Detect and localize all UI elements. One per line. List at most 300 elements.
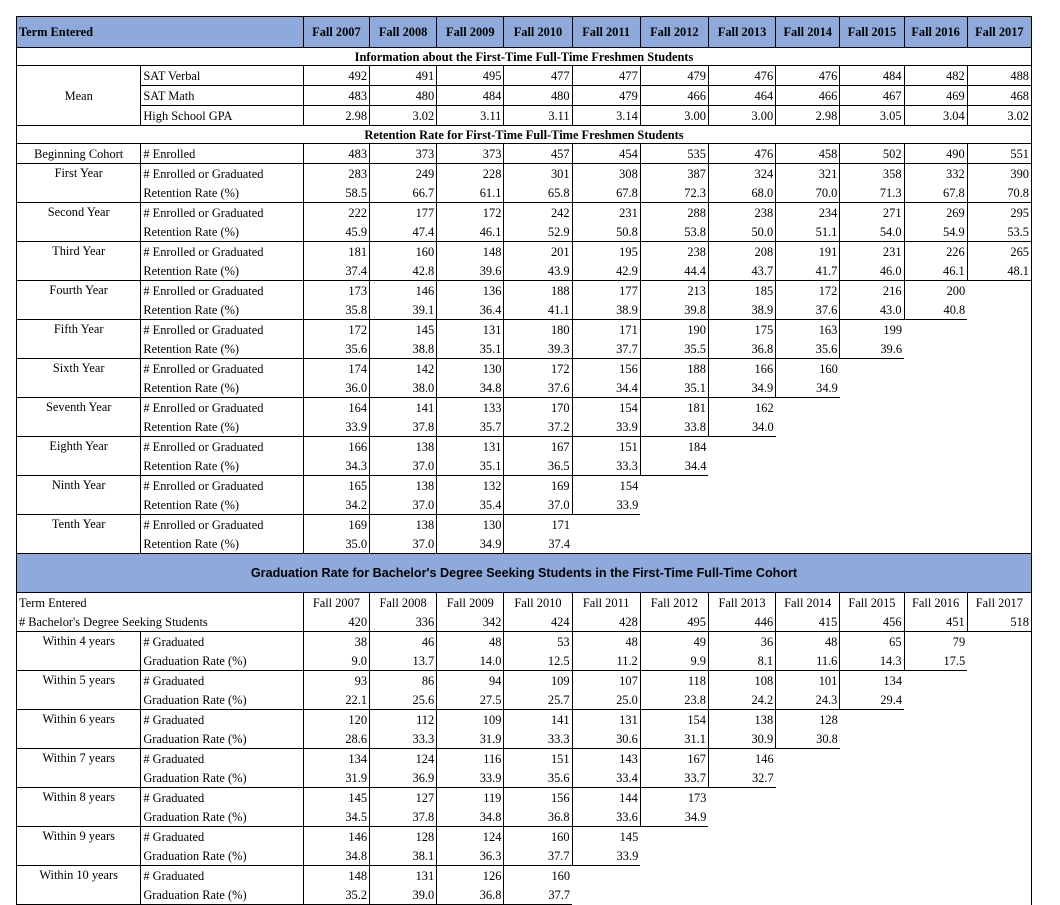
value-cell: 51.1 (776, 222, 840, 242)
data-row (17, 242, 1032, 262)
value-cell: 479 (640, 66, 708, 86)
year-header-cell: Fall 2015 (840, 593, 904, 613)
value-cell: 31.1 (640, 729, 708, 749)
row-label: Graduation Rate (%) (141, 807, 303, 827)
value-cell: 160 (370, 242, 437, 262)
value-cell: 133 (437, 398, 504, 418)
value-cell: 208 (708, 242, 775, 262)
value-cell (640, 827, 708, 847)
value-cell: 35.5 (640, 339, 708, 359)
value-cell: 50.8 (572, 222, 640, 242)
value-cell: 53.8 (640, 222, 708, 242)
row-label: Graduation Rate (%) (141, 729, 303, 749)
value-cell (967, 534, 1031, 554)
value-cell: 141 (370, 398, 437, 418)
value-cell: 36.0 (303, 378, 369, 398)
value-cell: 269 (904, 203, 967, 223)
value-cell: 446 (708, 612, 775, 632)
value-cell: 144 (572, 788, 640, 808)
value-cell (776, 827, 840, 847)
data-row (17, 807, 1032, 827)
value-cell (840, 359, 904, 379)
value-cell: 165 (303, 476, 369, 496)
value-cell: 154 (572, 476, 640, 496)
value-cell: 480 (370, 86, 437, 106)
value-cell: 476 (708, 144, 775, 164)
value-cell (708, 866, 775, 886)
group-label: Within 5 years (17, 671, 141, 710)
value-cell: 37.0 (370, 456, 437, 476)
value-cell: 213 (640, 281, 708, 301)
report-page (16, 16, 1032, 905)
value-cell: 188 (504, 281, 572, 301)
value-cell (840, 729, 904, 749)
value-cell: 167 (504, 437, 572, 457)
value-cell (640, 846, 708, 866)
value-cell: 484 (840, 66, 904, 86)
value-cell: 164 (303, 398, 369, 418)
value-cell: 68.0 (708, 183, 775, 203)
value-cell (708, 885, 775, 905)
value-cell: 466 (640, 86, 708, 106)
graduation-section-title: Graduation Rate for Bachelor's Degree Seeking Students in the First-Time Full-Time Cohort (17, 554, 1032, 593)
value-cell (904, 749, 967, 769)
section-band-row (17, 554, 1032, 593)
value-cell: 492 (303, 66, 369, 86)
value-cell: 167 (640, 749, 708, 769)
row-label: # Bachelor's Degree Seeking Students (17, 612, 304, 632)
value-cell (840, 437, 904, 457)
row-label: SAT Verbal (141, 66, 303, 86)
value-cell: 33.3 (504, 729, 572, 749)
value-cell: 38 (303, 632, 369, 652)
value-cell: 288 (640, 203, 708, 223)
value-cell (572, 866, 640, 886)
value-cell: 94 (437, 671, 504, 691)
value-cell: 166 (303, 437, 369, 457)
value-cell: 3.02 (370, 106, 437, 126)
value-cell: 238 (708, 203, 775, 223)
value-cell (708, 515, 775, 535)
value-cell: 112 (370, 710, 437, 730)
data-row (17, 359, 1032, 379)
value-cell: 162 (708, 398, 775, 418)
value-cell: 3.11 (504, 106, 572, 126)
value-cell: 35.8 (303, 300, 369, 320)
value-cell: 488 (967, 66, 1031, 86)
group-label: Beginning Cohort (17, 144, 141, 164)
value-cell (640, 476, 708, 496)
value-cell: 195 (572, 242, 640, 262)
value-cell (967, 671, 1031, 691)
value-cell: 226 (904, 242, 967, 262)
value-cell (840, 534, 904, 554)
value-cell: 175 (708, 320, 775, 340)
value-cell: 143 (572, 749, 640, 769)
value-cell (840, 788, 904, 808)
value-cell (967, 281, 1031, 301)
value-cell: 154 (572, 398, 640, 418)
value-cell: 199 (840, 320, 904, 340)
value-cell: 134 (840, 671, 904, 691)
value-cell (572, 885, 640, 905)
value-cell (840, 749, 904, 769)
value-cell (967, 710, 1031, 730)
value-cell: 172 (303, 320, 369, 340)
value-cell: 483 (303, 144, 369, 164)
value-cell: 34.4 (572, 378, 640, 398)
value-cell (840, 768, 904, 788)
value-cell (708, 437, 775, 457)
value-cell: 201 (504, 242, 572, 262)
value-cell: 48 (776, 632, 840, 652)
value-cell: 37.7 (572, 339, 640, 359)
value-cell: 13.7 (370, 651, 437, 671)
group-label: Within 6 years (17, 710, 141, 749)
value-cell: 479 (572, 86, 640, 106)
data-row (17, 749, 1032, 769)
row-label: # Enrolled (141, 144, 303, 164)
value-cell: 11.6 (776, 651, 840, 671)
value-cell (840, 807, 904, 827)
value-cell: 454 (572, 144, 640, 164)
value-cell: 23.8 (640, 690, 708, 710)
value-cell (840, 885, 904, 905)
value-cell (904, 807, 967, 827)
value-cell: 231 (572, 203, 640, 223)
value-cell: 25.0 (572, 690, 640, 710)
value-cell (904, 320, 967, 340)
value-cell (708, 827, 775, 847)
value-cell: 28.6 (303, 729, 369, 749)
value-cell: 36.5 (504, 456, 572, 476)
value-cell: 181 (303, 242, 369, 262)
value-cell (776, 749, 840, 769)
row-label: # Enrolled or Graduated (141, 398, 303, 418)
value-cell (967, 515, 1031, 535)
value-cell: 36 (708, 632, 775, 652)
value-cell: 70.0 (776, 183, 840, 203)
value-cell (904, 671, 967, 691)
value-cell (904, 827, 967, 847)
seeking-row (17, 612, 1032, 632)
value-cell (776, 807, 840, 827)
value-cell: 420 (303, 612, 369, 632)
term-entered-label: Term Entered (17, 593, 304, 613)
value-cell: 34.9 (708, 378, 775, 398)
value-cell: 457 (504, 144, 572, 164)
value-cell (967, 417, 1031, 437)
value-cell: 37.7 (504, 846, 572, 866)
value-cell (967, 398, 1031, 418)
value-cell: 138 (370, 437, 437, 457)
group-label: Tenth Year (17, 515, 141, 554)
value-cell: 25.6 (370, 690, 437, 710)
row-label: High School GPA (141, 106, 303, 126)
value-cell: 37.6 (776, 300, 840, 320)
value-cell: 130 (437, 515, 504, 535)
value-cell: 271 (840, 203, 904, 223)
graduation-header-row (17, 593, 1032, 613)
value-cell: 146 (303, 827, 369, 847)
value-cell: 70.8 (967, 183, 1031, 203)
value-cell: 228 (437, 164, 504, 184)
value-cell: 35.6 (504, 768, 572, 788)
value-cell: 138 (370, 476, 437, 496)
data-row (17, 515, 1032, 535)
value-cell: 141 (504, 710, 572, 730)
value-cell: 9.9 (640, 651, 708, 671)
row-label: Graduation Rate (%) (141, 690, 303, 710)
value-cell (840, 476, 904, 496)
row-label: # Enrolled or Graduated (141, 164, 303, 184)
value-cell (904, 885, 967, 905)
row-label: Retention Rate (%) (141, 495, 303, 515)
value-cell: 54.0 (840, 222, 904, 242)
value-cell: 37.4 (504, 534, 572, 554)
value-cell (967, 476, 1031, 496)
value-cell (904, 515, 967, 535)
value-cell: 265 (967, 242, 1031, 262)
value-cell: 34.8 (437, 807, 504, 827)
row-label: Graduation Rate (%) (141, 885, 303, 905)
value-cell (904, 729, 967, 749)
value-cell: 131 (437, 320, 504, 340)
value-cell (840, 398, 904, 418)
year-header-cell: Fall 2010 (504, 17, 572, 48)
value-cell: 41.1 (504, 300, 572, 320)
year-header-cell: Fall 2008 (370, 17, 437, 48)
group-label: Third Year (17, 242, 141, 281)
value-cell: 482 (904, 66, 967, 86)
value-cell: 9.0 (303, 651, 369, 671)
value-cell: 483 (303, 86, 369, 106)
value-cell: 188 (640, 359, 708, 379)
value-cell: 37.0 (370, 495, 437, 515)
value-cell: 33.3 (370, 729, 437, 749)
value-cell: 3.05 (840, 106, 904, 126)
value-cell: 415 (776, 612, 840, 632)
value-cell: 464 (708, 86, 775, 106)
value-cell (840, 710, 904, 730)
value-cell: 33.8 (640, 417, 708, 437)
value-cell: 242 (504, 203, 572, 223)
value-cell: 43.9 (504, 261, 572, 281)
value-cell: 39.6 (840, 339, 904, 359)
value-cell: 44.4 (640, 261, 708, 281)
value-cell: 48 (572, 632, 640, 652)
row-label: Retention Rate (%) (141, 534, 303, 554)
value-cell: 495 (437, 66, 504, 86)
data-row (17, 788, 1032, 808)
value-cell: 48 (437, 632, 504, 652)
value-cell: 480 (504, 86, 572, 106)
year-header-cell: Fall 2007 (303, 17, 369, 48)
header-row (17, 17, 1032, 48)
value-cell: 36.8 (437, 885, 504, 905)
value-cell (904, 359, 967, 379)
row-label: # Enrolled or Graduated (141, 515, 303, 535)
data-row (17, 710, 1032, 730)
value-cell: 301 (504, 164, 572, 184)
value-cell: 238 (640, 242, 708, 262)
value-cell: 45.9 (303, 222, 369, 242)
value-cell: 33.7 (640, 768, 708, 788)
group-label: Within 9 years (17, 827, 141, 866)
value-cell: 38.9 (572, 300, 640, 320)
value-cell: 428 (572, 612, 640, 632)
value-cell: 131 (437, 437, 504, 457)
value-cell: 130 (437, 359, 504, 379)
value-cell (776, 846, 840, 866)
value-cell: 38.8 (370, 339, 437, 359)
value-cell (967, 300, 1031, 320)
value-cell (967, 749, 1031, 769)
value-cell: 332 (904, 164, 967, 184)
value-cell (840, 495, 904, 515)
value-cell: 34.3 (303, 456, 369, 476)
value-cell: 469 (904, 86, 967, 106)
value-cell: 34.9 (776, 378, 840, 398)
info-row (17, 66, 1032, 86)
value-cell: 171 (572, 320, 640, 340)
value-cell (967, 690, 1031, 710)
value-cell: 47.4 (370, 222, 437, 242)
data-row (17, 222, 1032, 242)
year-header-cell: Fall 2013 (708, 593, 775, 613)
value-cell (904, 437, 967, 457)
value-cell (967, 807, 1031, 827)
value-cell: 31.9 (303, 768, 369, 788)
value-cell: 502 (840, 144, 904, 164)
value-cell (708, 534, 775, 554)
value-cell (776, 866, 840, 886)
value-cell: 390 (967, 164, 1031, 184)
value-cell (776, 456, 840, 476)
year-header-cell: Fall 2009 (437, 17, 504, 48)
value-cell: 34.2 (303, 495, 369, 515)
value-cell: 2.98 (303, 106, 369, 126)
value-cell: 283 (303, 164, 369, 184)
value-cell: 119 (437, 788, 504, 808)
row-label: # Enrolled or Graduated (141, 242, 303, 262)
row-label: # Graduated (141, 827, 303, 847)
row-label: # Enrolled or Graduated (141, 437, 303, 457)
value-cell: 169 (303, 515, 369, 535)
value-cell (904, 456, 967, 476)
value-cell: 151 (572, 437, 640, 457)
row-label: # Enrolled or Graduated (141, 359, 303, 379)
value-cell: 34.8 (437, 378, 504, 398)
data-row (17, 846, 1032, 866)
value-cell: 36.4 (437, 300, 504, 320)
value-cell: 39.8 (640, 300, 708, 320)
value-cell: 138 (708, 710, 775, 730)
value-cell: 37.7 (504, 885, 572, 905)
value-cell: 33.9 (303, 417, 369, 437)
value-cell (967, 768, 1031, 788)
year-header-cell: Fall 2016 (904, 593, 967, 613)
value-cell: 132 (437, 476, 504, 496)
value-cell: 41.7 (776, 261, 840, 281)
value-cell: 35.1 (437, 339, 504, 359)
value-cell: 107 (572, 671, 640, 691)
value-cell: 31.9 (437, 729, 504, 749)
value-cell: 249 (370, 164, 437, 184)
value-cell: 216 (840, 281, 904, 301)
value-cell: 146 (370, 281, 437, 301)
value-cell: 43.7 (708, 261, 775, 281)
retention-section-title: Retention Rate for First-Time Full-Time Freshmen Students (17, 126, 1032, 144)
group-label: Second Year (17, 203, 141, 242)
value-cell: 3.14 (572, 106, 640, 126)
value-cell (708, 476, 775, 496)
value-cell: 14.3 (840, 651, 904, 671)
value-cell: 40.8 (904, 300, 967, 320)
data-row (17, 417, 1032, 437)
row-label: Graduation Rate (%) (141, 651, 303, 671)
term-entered-header: Term Entered (17, 17, 304, 48)
data-row (17, 339, 1032, 359)
value-cell: 35.7 (437, 417, 504, 437)
data-row (17, 729, 1032, 749)
value-cell: 295 (967, 203, 1031, 223)
data-row (17, 866, 1032, 886)
value-cell: 3.04 (904, 106, 967, 126)
value-cell: 39.6 (437, 261, 504, 281)
value-cell (904, 788, 967, 808)
value-cell (967, 320, 1031, 340)
value-cell: 101 (776, 671, 840, 691)
value-cell: 477 (504, 66, 572, 86)
value-cell: 181 (640, 398, 708, 418)
value-cell: 37.4 (303, 261, 369, 281)
value-cell: 145 (370, 320, 437, 340)
value-cell: 53.5 (967, 222, 1031, 242)
value-cell: 33.9 (572, 417, 640, 437)
value-cell: 37.0 (504, 495, 572, 515)
value-cell: 49 (640, 632, 708, 652)
value-cell: 66.7 (370, 183, 437, 203)
data-row (17, 690, 1032, 710)
value-cell (708, 788, 775, 808)
value-cell (967, 339, 1031, 359)
value-cell: 173 (640, 788, 708, 808)
value-cell: 424 (504, 612, 572, 632)
row-label: Retention Rate (%) (141, 222, 303, 242)
row-label: SAT Math (141, 86, 303, 106)
value-cell: 35.0 (303, 534, 369, 554)
value-cell (840, 866, 904, 886)
value-cell (967, 788, 1031, 808)
value-cell: 34.9 (640, 807, 708, 827)
value-cell: 8.1 (708, 651, 775, 671)
value-cell: 48.1 (967, 261, 1031, 281)
value-cell: 65 (840, 632, 904, 652)
value-cell (967, 378, 1031, 398)
value-cell: 160 (504, 866, 572, 886)
year-header-cell: Fall 2015 (840, 17, 904, 48)
value-cell: 53 (504, 632, 572, 652)
value-cell: 37.8 (370, 807, 437, 827)
group-label: Within 4 years (17, 632, 141, 671)
value-cell (708, 846, 775, 866)
value-cell (904, 768, 967, 788)
group-label: Within 10 years (17, 866, 141, 905)
value-cell: 151 (504, 749, 572, 769)
value-cell: 37.2 (504, 417, 572, 437)
data-row (17, 320, 1032, 340)
